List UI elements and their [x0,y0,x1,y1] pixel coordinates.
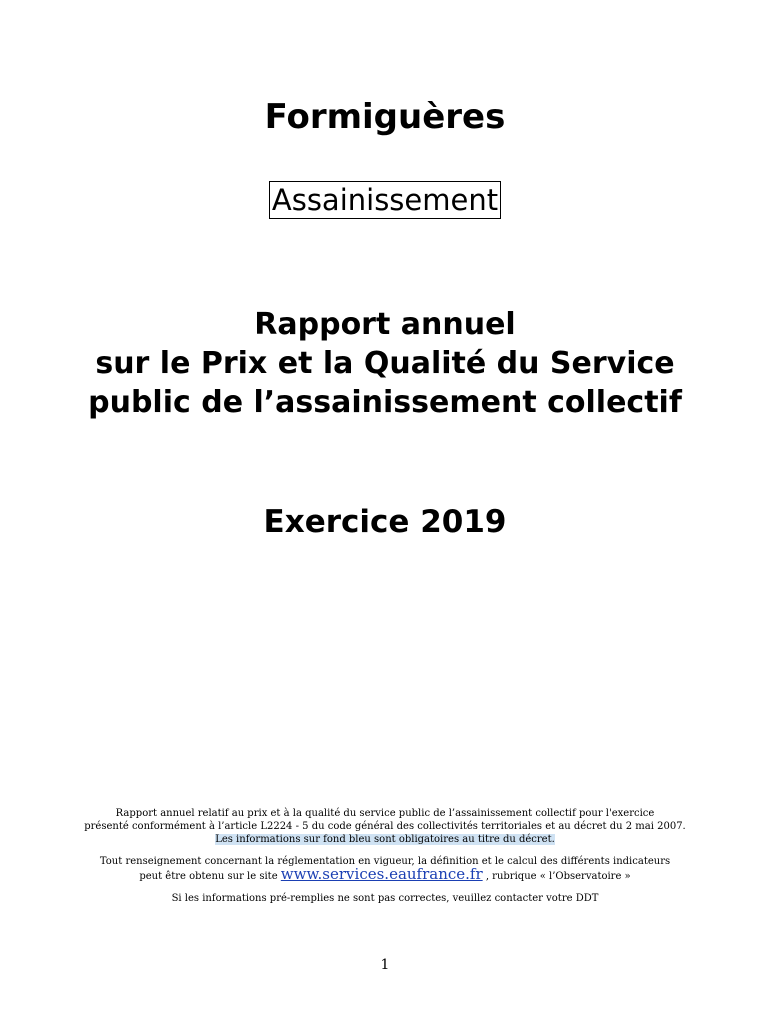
footer-link-prefix: peut être obtenu sur le site [139,871,278,882]
footer-spacer [0,846,770,855]
page-number: 1 [380,957,390,973]
footer-notes [0,807,770,905]
footer-highlight-line [0,833,770,846]
mandatory-info-note: Les informations sur fond bleu sont obligatoires au titre du décret. [215,834,555,845]
footer-link-suffix: , rubrique « l’Observatoire » [485,871,631,882]
service-label-wrapper [0,181,770,219]
commune-title: Formiguères [264,97,506,137]
exercise-year: Exercice 2019 [263,504,507,540]
footer-line: présenté conformément à l’article L2224 - 5 du code général des collectivités territoriales et au décret du 2 mai 2007. [84,821,686,832]
report-title-line: Rapport annuel [254,307,516,342]
footer-line: Rapport annuel relatif au prix et à la qualité du service public de l’assainissement collectif pour l'exercice [115,808,655,819]
report-title [0,305,770,422]
service-label: Assainissement [269,181,501,219]
footer-line: Tout renseignement concernant la réglementation en vigueur, la définition et le calcul des différents indicateurs [99,856,671,867]
footer-spacer [0,883,770,892]
services-eaufrance-link[interactable]: www.services.eaufrance.fr [280,865,483,883]
footer-line: Si les informations pré-remplies ne sont pas correctes, veuillez contacter votre DDT [171,893,599,904]
footer-link-line [0,865,770,883]
report-title-line: public de l’assainissement collectif [88,385,682,420]
report-title-line: sur le Prix et la Qualité du Service [95,346,675,381]
